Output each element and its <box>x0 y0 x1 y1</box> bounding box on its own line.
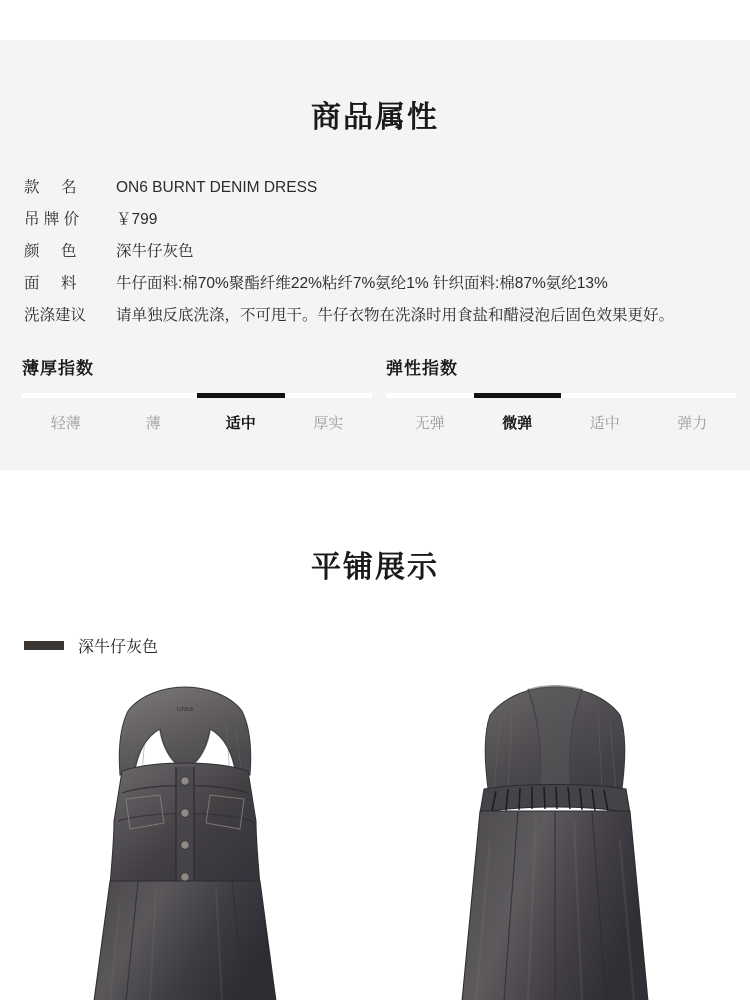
thickness-meter <box>22 354 372 433</box>
spec-row-fabric <box>24 272 728 296</box>
thickness-meter-title: 薄厚指数 <box>22 359 94 379</box>
spec-label: 洗涤建议 <box>24 307 87 325</box>
spec-row-tag-price <box>24 208 728 232</box>
elasticity-meter-fill <box>474 393 562 398</box>
elasticity-label-3: 弹力 <box>677 415 708 433</box>
spec-value: ON6 BURNT DENIM DRESS <box>116 179 318 196</box>
spec-label: 颜 色 <box>24 243 77 261</box>
color-swatch-icon <box>24 641 64 650</box>
spec-label: 款 名 <box>24 179 77 196</box>
spec-row-style-name <box>24 176 728 200</box>
thickness-label-3: 厚实 <box>313 415 344 433</box>
elasticity-label-1: 微弹 <box>502 415 533 433</box>
thickness-label-2: 适中 <box>225 415 256 433</box>
elasticity-meter-track <box>386 393 736 398</box>
elasticity-meter-title: 弹性指数 <box>386 359 458 379</box>
thickness-meter-track <box>22 393 372 398</box>
elasticity-label-2: 适中 <box>589 415 620 433</box>
spec-value: 牛仔面料:棉70%聚酯纤维22%粘纤7%氨纶1% 针织面料:棉87%氨纶13% <box>116 275 608 293</box>
elasticity-meter <box>386 354 736 433</box>
product-attributes-panel <box>0 40 750 470</box>
spec-label: 吊 牌 价 <box>24 211 80 229</box>
elasticity-label-0: 无弹 <box>414 415 445 433</box>
spec-value: 深牛仔灰色 <box>116 243 194 261</box>
spec-list <box>24 176 728 328</box>
spec-value: 请单独反底洗涤，不可甩干。牛仔衣物在洗涤时用食盐和醋浸泡后固色效果更好。 <box>116 307 675 325</box>
garment-front-photo <box>60 671 310 1000</box>
spec-row-wash-care <box>24 304 728 328</box>
svg-text:ONE6: ONE6 <box>176 707 194 713</box>
color-legend-label: 深牛仔灰色 <box>78 639 159 656</box>
thickness-meter-labels <box>22 412 372 433</box>
spec-label: 面 料 <box>24 275 77 293</box>
flat-lay-section <box>0 470 750 1000</box>
index-meters <box>22 354 728 433</box>
thickness-meter-fill <box>197 393 285 398</box>
spec-value: ￥799 <box>116 211 158 229</box>
flat-lay-title: 平铺展示 <box>311 551 439 584</box>
garment-photos <box>0 671 750 1000</box>
thickness-label-1: 薄 <box>145 415 161 433</box>
page-title: 商品属性 <box>311 101 439 134</box>
spec-row-color <box>24 240 728 264</box>
thickness-label-0: 轻薄 <box>50 415 81 433</box>
garment-back-photo <box>430 671 680 1000</box>
elasticity-meter-labels <box>386 412 736 433</box>
color-legend <box>0 634 750 657</box>
